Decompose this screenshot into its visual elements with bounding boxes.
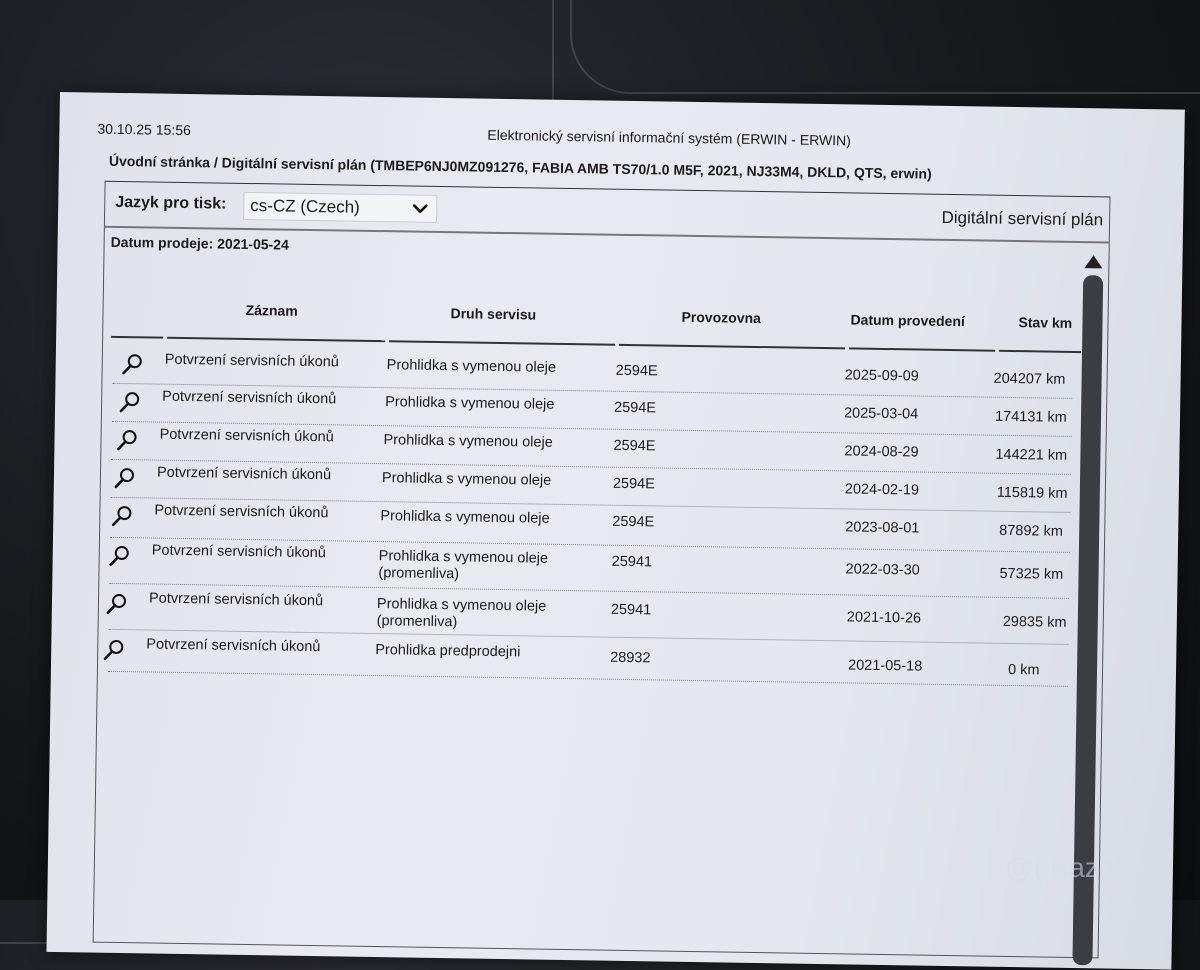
mileage-cell: 144221 km xyxy=(995,446,1068,464)
row-separator xyxy=(108,671,1068,687)
record-cell[interactable]: Potvrzení servisních úkonů xyxy=(146,636,321,656)
service-type-cell xyxy=(378,548,548,585)
header-underline xyxy=(389,340,615,346)
column-header-date: Datum provedení xyxy=(850,311,965,330)
magnifier-icon[interactable] xyxy=(102,638,126,662)
mileage-cell: 174131 km xyxy=(994,408,1067,426)
workshop-cell: 2594E xyxy=(612,475,655,493)
mileage-cell: 0 km xyxy=(1007,661,1040,679)
service-type-cell xyxy=(377,596,547,633)
column-header-workshop: Provozovna xyxy=(681,308,762,327)
record-cell[interactable]: Potvrzení servisních úkonů xyxy=(162,388,337,408)
system-title: Elektronický servisní informační systém (ERWIN - ERWIN) xyxy=(487,126,852,149)
printed-page xyxy=(46,92,1184,970)
date-cell: 2021-05-18 xyxy=(847,657,923,675)
header-underline xyxy=(619,344,845,350)
service-type-cell: Prohlidka s vymenou oleje xyxy=(380,508,550,527)
workshop-cell: 2594E xyxy=(613,437,656,455)
record-cell[interactable]: Potvrzení servisních úkonů xyxy=(151,542,327,562)
language-select[interactable] xyxy=(243,192,437,223)
workshop-cell: 2594E xyxy=(615,362,658,380)
service-type-line: Prohlidka s vymenou oleje xyxy=(378,548,549,567)
magnifier-icon[interactable] xyxy=(115,428,139,452)
record-cell[interactable]: Potvrzení servisních úkonů xyxy=(154,502,329,522)
breadcrumb: Úvodní stránka / Digitální servisní plán (TMBEP6NJ0MZ091276, FABIA AMB TS70/1.0 M5F, 2021, NJ33M4, DKLD, QTS, erwin) xyxy=(108,152,932,182)
workshop-cell: 25941 xyxy=(610,601,652,619)
mileage-cell: 87892 km xyxy=(999,522,1064,540)
record-cell[interactable]: Potvrzení servisních úkonů xyxy=(148,590,324,610)
date-cell: 2022-03-30 xyxy=(845,561,920,579)
service-type-cell: Prohlidka s vymenou oleje xyxy=(381,470,552,489)
sale-date-value: 2021-05-24 xyxy=(217,235,289,253)
service-type-note: (promenliva) xyxy=(378,565,460,583)
record-cell[interactable]: Potvrzení servisních úkonů xyxy=(156,464,332,484)
header-underline xyxy=(167,337,385,342)
service-type-note: (promenliva) xyxy=(376,613,458,631)
date-cell: 2024-08-29 xyxy=(844,443,919,461)
sale-date-label: Datum prodeje: xyxy=(110,233,214,252)
header-underline xyxy=(111,336,163,339)
date-cell: 2021-10-26 xyxy=(846,609,922,627)
date-cell: 2023-08-01 xyxy=(845,519,920,537)
mileage-cell: 204207 km xyxy=(993,370,1066,388)
magnifier-icon[interactable] xyxy=(108,544,132,568)
record-cell[interactable]: Potvrzení servisních úkonů xyxy=(159,426,334,446)
magnifier-icon[interactable] xyxy=(118,390,142,414)
toolbar xyxy=(105,182,1110,244)
record-cell[interactable]: Potvrzení servisních úkonů xyxy=(164,351,340,371)
magnifier-icon[interactable] xyxy=(105,592,129,616)
date-cell: 2025-09-09 xyxy=(844,367,919,385)
magnifier-icon[interactable] xyxy=(113,466,137,490)
scroll-up-arrow[interactable] xyxy=(1084,255,1102,268)
mileage-cell: 57325 km xyxy=(999,565,1064,583)
chevron-down-icon xyxy=(412,201,428,217)
language-label: Jazyk pro tisk: xyxy=(115,193,227,213)
service-type-line: Prohlidka s vymenou oleje xyxy=(376,596,547,615)
column-header-mileage: Stav km xyxy=(1018,314,1073,331)
sale-date xyxy=(111,234,289,253)
workshop-cell: 2594E xyxy=(613,399,657,417)
date-cell: 2025-03-04 xyxy=(843,405,919,423)
header-underline xyxy=(849,347,995,351)
magnifier-icon[interactable] xyxy=(110,504,134,528)
header-underline xyxy=(999,350,1081,353)
service-type-cell: Prohlidka predprodejni xyxy=(375,642,521,661)
mileage-cell: 115819 km xyxy=(996,484,1068,502)
service-type-cell: Prohlidka s vymenou oleje xyxy=(383,432,553,451)
seat-seam xyxy=(570,0,1200,94)
workshop-cell: 2594E xyxy=(612,513,655,531)
service-plan-panel xyxy=(93,181,1111,959)
page-title: Digitální servisní plán xyxy=(941,207,1104,230)
workshop-cell: 28932 xyxy=(610,649,651,667)
service-type-cell: Prohlidka s vymenou oleje xyxy=(385,394,555,413)
column-header-service-type: Druh servisu xyxy=(450,305,537,323)
bazos-watermark: @( Bazos.cz xyxy=(1005,852,1165,883)
column-header-record: Záznam xyxy=(245,301,298,319)
date-cell: 2024-02-19 xyxy=(844,481,920,499)
mileage-cell: 29835 km xyxy=(1002,613,1067,631)
magnifier-icon[interactable] xyxy=(121,352,145,376)
language-select-value: cs-CZ (Czech) xyxy=(250,196,360,217)
workshop-cell: 25941 xyxy=(611,553,653,571)
print-timestamp: 30.10.25 15:56 xyxy=(97,120,191,139)
service-type-cell: Prohlidka s vymenou oleje xyxy=(386,357,557,376)
